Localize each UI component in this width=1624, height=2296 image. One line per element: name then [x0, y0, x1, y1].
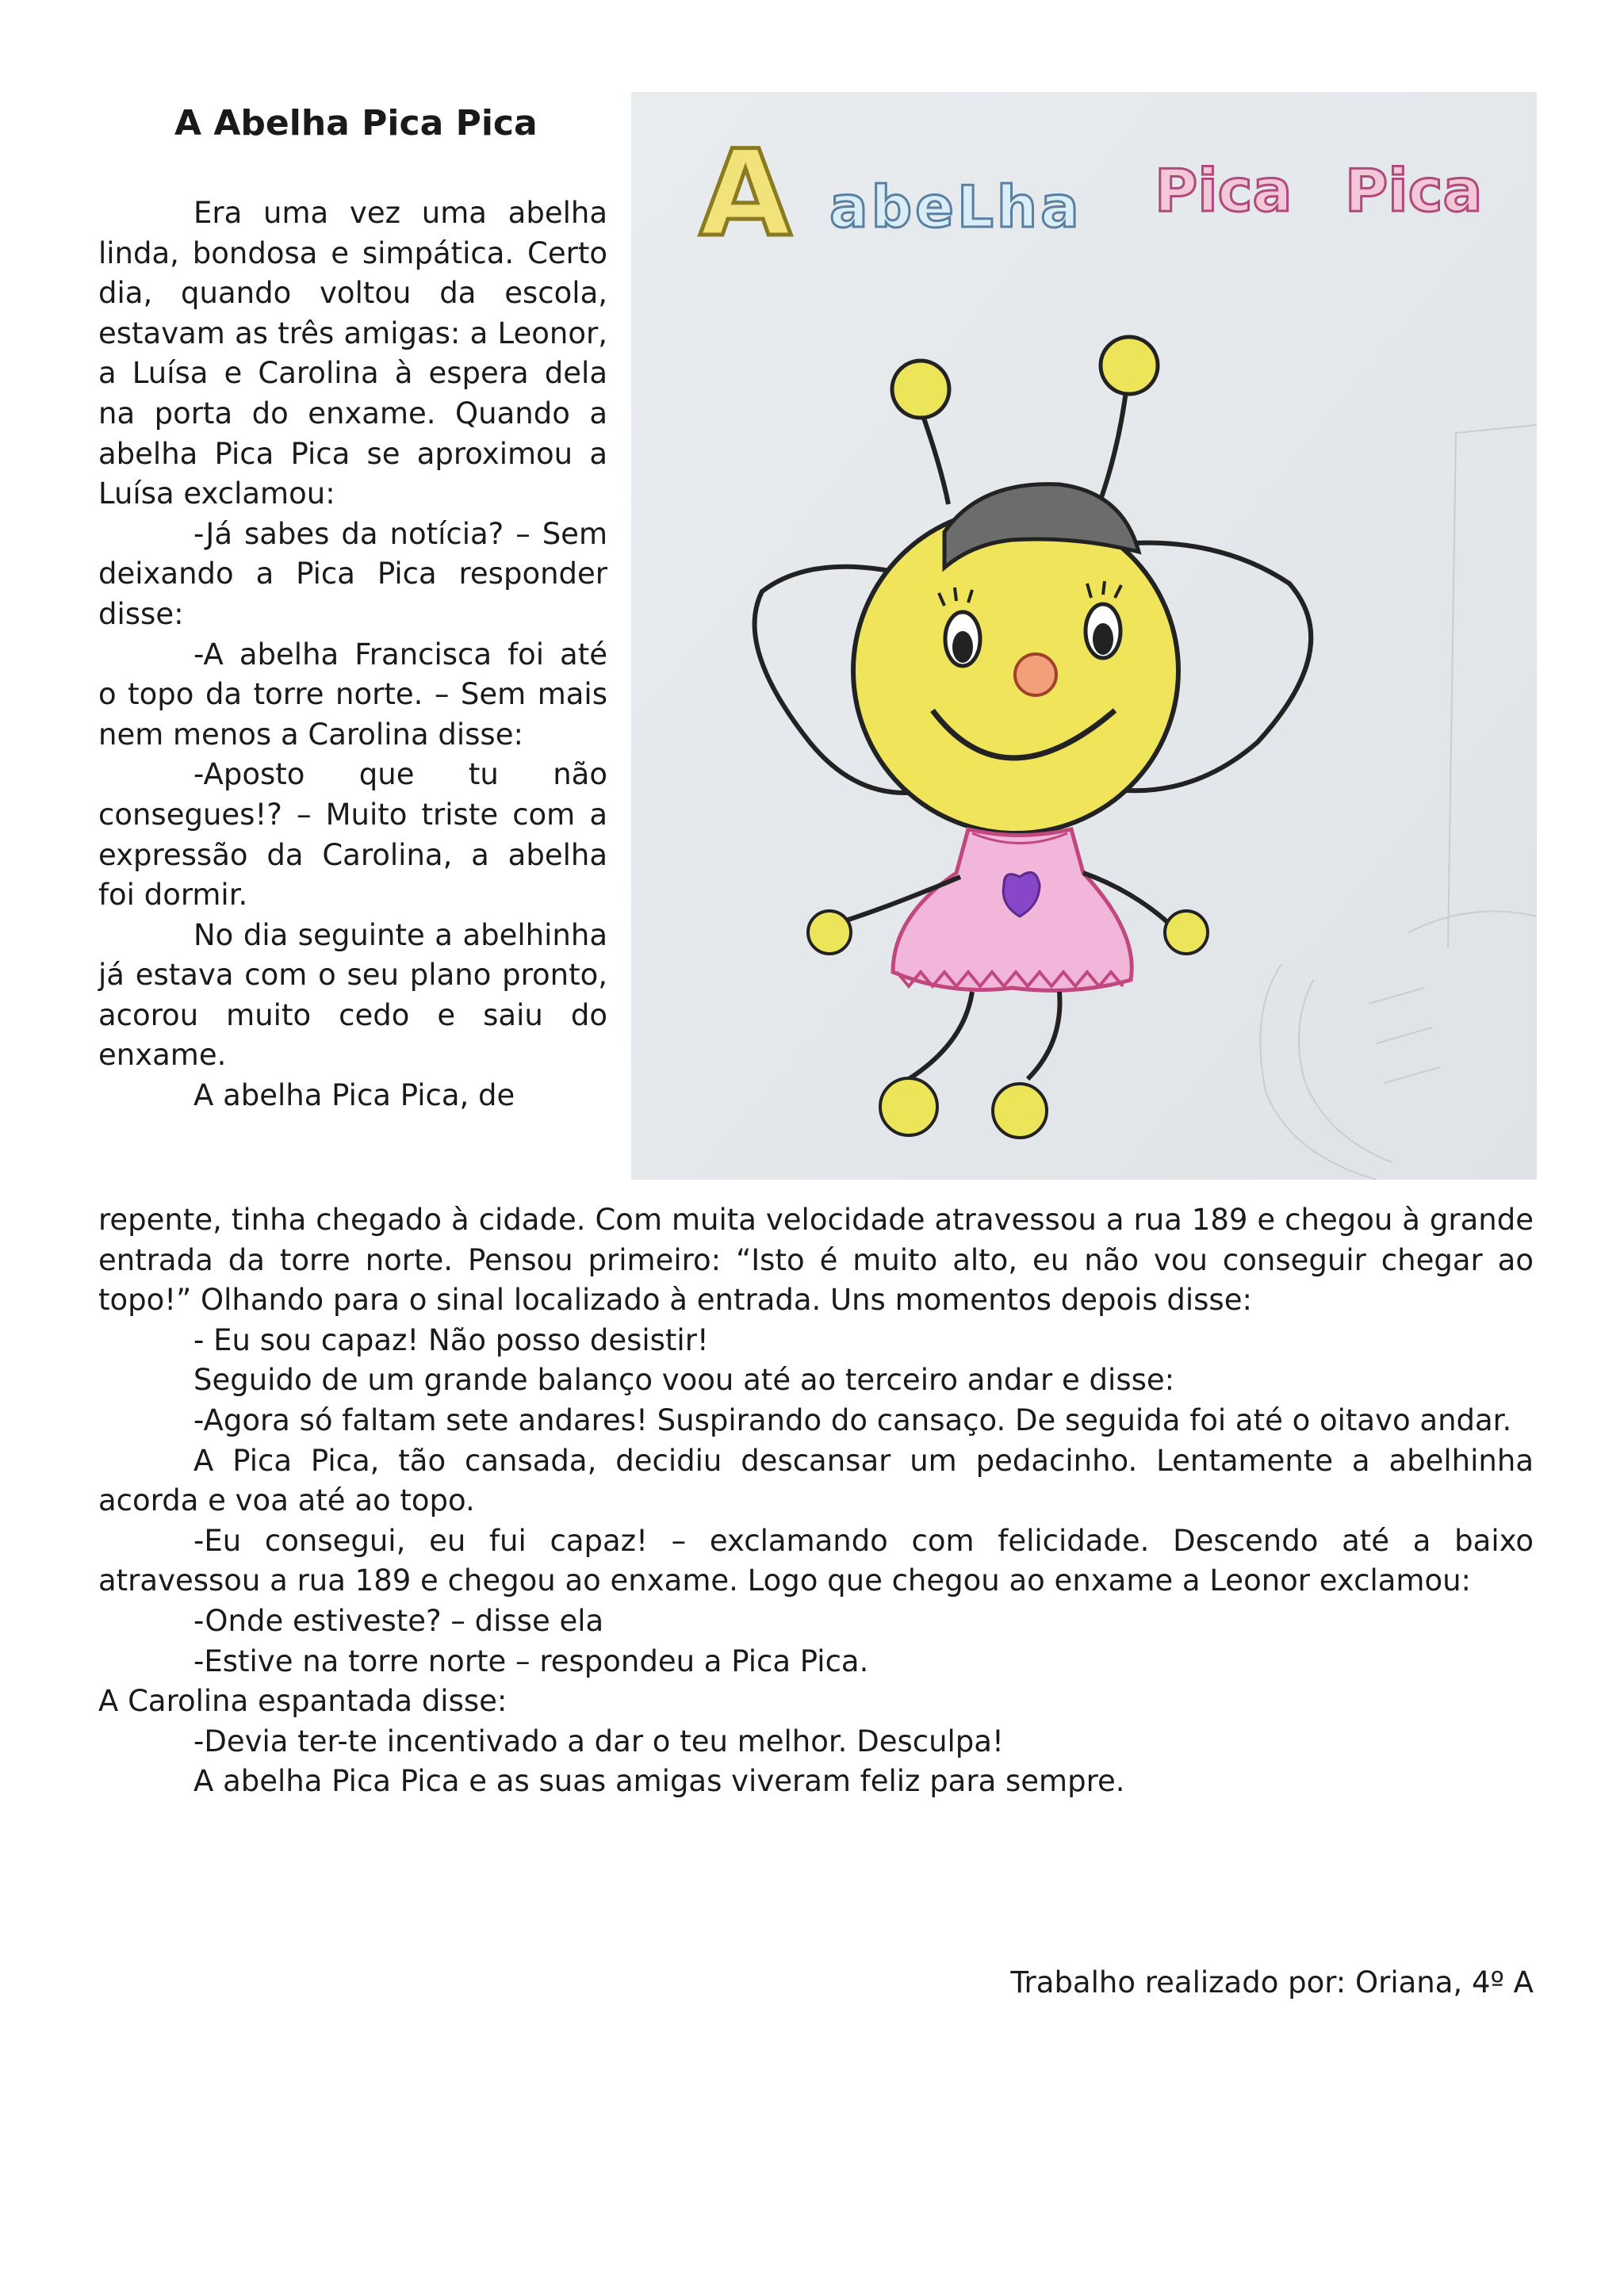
hand-left: [808, 911, 851, 954]
story-title: A Abelha Pica Pica: [174, 103, 538, 144]
paragraph: -Aposto que tu não consegues!? – Muito triste com a expressão da Carolina, a abelha foi dormir.: [98, 757, 607, 913]
paragraph: -A abelha Francisca foi até o topo da torre norte. – Sem mais nem menos a Carolina disse:: [98, 637, 607, 752]
paragraph: A abelha Pica Pica e as suas amigas viveram feliz para sempre.: [193, 1764, 1125, 1799]
hand-right: [1165, 911, 1208, 954]
paragraph: A Carolina espantada disse:: [98, 1684, 508, 1719]
story-column-text: [98, 193, 607, 1116]
caption-abelha: abeLha: [829, 174, 1082, 240]
paragraph: A abelha Pica Pica, de: [193, 1078, 515, 1113]
antenna-ball-right: [1101, 337, 1158, 394]
paragraph: repente, tinha chegado à cidade. Com muita velocidade atravessou a rua 189 e chegou à grande entrada da torre norte. Pensou primeiro: “Isto é muito alto, eu não vou conseguir chegar ao topo!” Olhando para o sinal localizado à entrada. Uns momentos depois disse:: [98, 1203, 1534, 1318]
paragraph: -Onde estiveste? – disse ela: [193, 1603, 604, 1638]
paragraph: No dia seguinte a abelhinha já estava com o seu plano pronto, acorou muito cedo e saiu do enxame.: [98, 917, 607, 1073]
paragraph: - Eu sou capaz! Não posso desistir!: [193, 1322, 709, 1357]
paragraph: -Já sabes da notícia? – Sem deixando a Pica Pica responder disse:: [98, 516, 607, 631]
paragraph: -Devia ter-te incentivado a dar o teu melhor. Desculpa!: [193, 1724, 1004, 1758]
foot-left: [880, 1078, 937, 1135]
paragraph: A Pica Pica, tão cansada, decidiu descansar um pedacinho. Lentamente a abelhinha acorda e voa até ao topo.: [98, 1443, 1534, 1518]
paragraph: Era uma vez uma abelha linda, bondosa e simpática. Certo dia, quando voltou da escola, estavam as três amigas: a Leonor, a Luísa e Carolina à espera dela na porta do enxame. Quando a abelha Pica Pica se aproximou a Luísa exclamou:: [98, 196, 607, 511]
bee-drawing: [631, 92, 1537, 1180]
paragraph: -Estive na torre norte – respondeu a Pica Pica.: [193, 1644, 869, 1678]
caption-a: A: [699, 125, 792, 263]
caption-pica-1: Pica: [1155, 157, 1293, 225]
paragraph: -Agora só faltam sete andares! Suspirando do cansaço. De seguida foi até o oitavo andar.: [193, 1402, 1512, 1437]
nose-icon: [1015, 654, 1056, 695]
caption-pica-2: Pica: [1345, 157, 1483, 225]
paragraph: -Eu consegui, eu fui capaz! – exclamando com felicidade. Descendo até a baixo atravessou a rua 189 e chegou ao enxame. Logo que chegou ao enxame a Leonor exclamou:: [98, 1523, 1534, 1598]
antenna-ball-left: [892, 361, 949, 418]
foot-right: [993, 1084, 1047, 1138]
author-signature: Trabalho realizado por: Oriana, 4º A: [1010, 1965, 1534, 1999]
paragraph: Seguido de um grande balanço voou até ao terceiro andar e disse:: [193, 1363, 1175, 1398]
story-full-text: [98, 1200, 1534, 1802]
